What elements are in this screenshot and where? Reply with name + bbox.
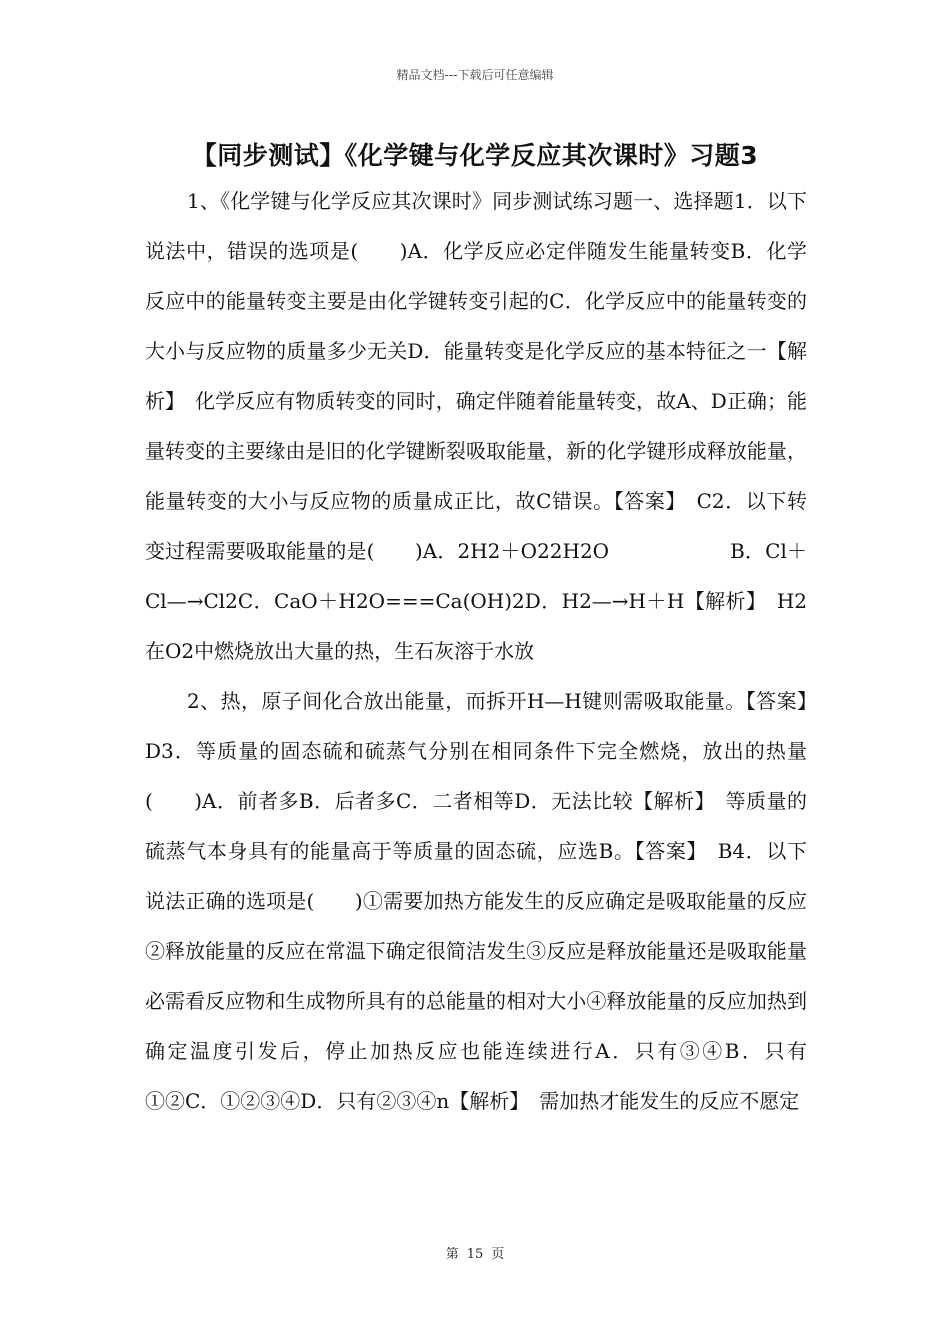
page-suffix: 页 [491,1247,505,1262]
document-body [145,176,827,1126]
page-prefix: 第 [445,1247,459,1262]
paragraph-2: 2、热，原子间化合放出能量，而拆开H—H键则需吸取能量。【答案】 D3．等质量的固态硫和硫蒸气分别在相同条件下完全燃烧，放出的热量( )A．前者多B．后者多C．二者相等D．无法比较【解析】 等质量的硫蒸气本身具有的能量高于等质量的固态硫，应选B。【答案】 B4．以下说法正确的选项是( )①需要加热方能发生的反应确定是吸取能量的反应②释放能量的反应在常温下确定很简洁发生③反应是释放能量还是吸取能量必需看反应物和生成物所具有的总能量的相对大小④释放能量的反应加热到确定温度引发后，停止加热反应也能连续进行A．只有③④B．只有①②C．①②③④D．只有②③④n【解析】 需加热才能发生的反应不愿定 [145,689,827,1113]
document-title: 【同步测试】《化学键与化学反应其次课时》习题3 [191,141,759,170]
page-footer [0,1243,950,1262]
paragraph-1: 1、《化学键与化学反应其次课时》同步测试练习题一、选择题1．以下说法中，错误的选项是( )A．化学反应必定伴随发生能量转变B．化学反应中的能量转变主要是由化学键转变引起的C．化学反应中的能量转变的大小与反应物的质量多少无关D．能量转变是化学反应的基本特征之一【解析】 化学反应有物质转变的同时，确定伴随着能量转变，故A、D正确；能量转变的主要缘由是旧的化学键断裂吸取能量，新的化学键形成释放能量，能量转变的大小与反应物的质量成正比，故C错误。【答案】 C2．以下转变过程需要吸取能量的是( )A．2H2＋O22H2O B．Cl＋Cl—→Cl2C．CaO＋H2O===Ca(OH)2D．H2—→H＋H【解析】 H2在O2中燃烧放出大量的热，生石灰溶于水放 [145,189,807,663]
header-note: 精品文档---下载后可任意编辑 [396,68,554,82]
page-number: 15 [466,1247,484,1262]
